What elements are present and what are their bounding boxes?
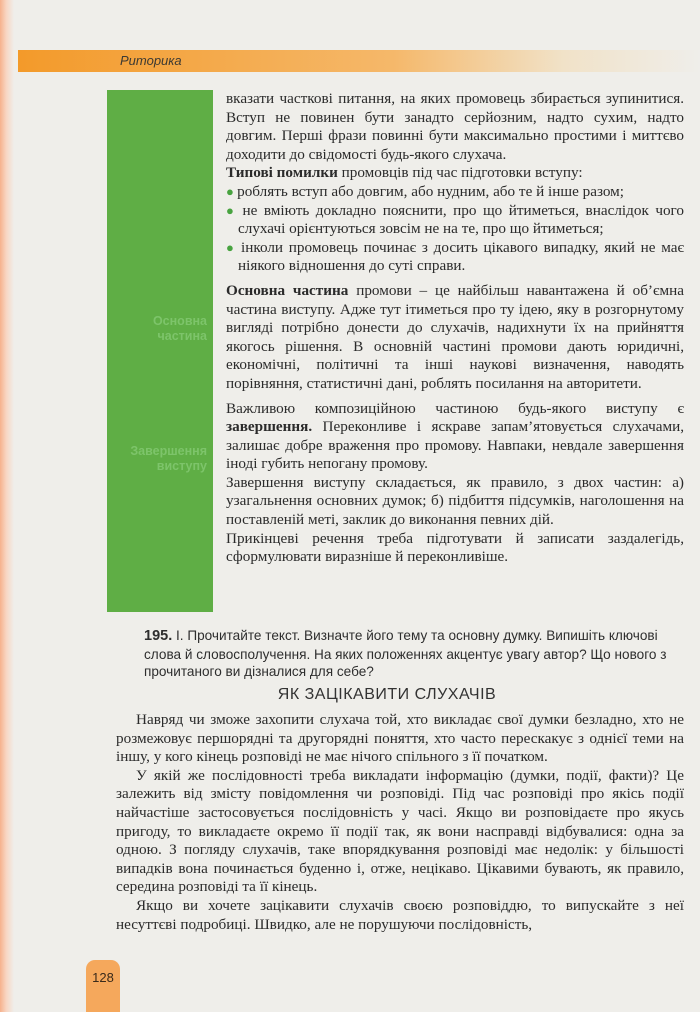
main-part-paragraph [226,282,684,394]
page-spine-shadow [0,0,14,1012]
main-part-text: промови – це найбільш навантажена й об’ємна частина виступу. Адже тут ітиметься про ту ідею, яку в розгорнутому вигляді потрібно донести до слухачів, надихнути їх на прийняття якогось рішення. В основній частині промови дають юридичні, економічні, політичні та інші наукові визначення, наводять порівняння, статистичні дані, роблять посилання на авторитети. [226,281,684,392]
error-item [226,202,684,239]
margin-label-line: Завершення [130,444,207,458]
reading-text [116,711,684,934]
ending-paragraph-3: Прикінцеві речення треба підготувати й записати заздалегідь, сформулювати виразніше й переконливіше. [226,529,684,566]
errors-rest: промовців під час підготовки вступу: [337,164,583,182]
exercise-text: І. Прочитайте текст. Визначте його тему та основну думку. Випишіть ключові слова й словосполучення. На яких положеннях акцентує увагу автор? Що нового з прочитаного ви дізналися для себе? [144,628,667,680]
error-item-text: не вміють докладно пояснити, про що йтиметься, внаслідок чого слухачі орієнтуються зовсім не на те, про що йтиметься; [238,201,685,238]
margin-label-main-part [107,314,207,344]
ending-text: Переконливе і яскраве запам’ятовується слухачами, залишає добре враження про промову. Навпаки, невдале завершення іноді губить непогану промову. [226,418,684,473]
ending-text: Важливою композиційною частиною будь-якого виступу є [226,399,684,417]
header-title: Риторика [120,53,182,68]
error-item-text: інколи промовець починає з досить цікавого випадку, який не має ніякого відношення до суті справи. [238,238,684,275]
page-number-tab [86,960,120,1012]
exercise-task [144,627,684,681]
reading-paragraph: У якій же послідовності треба викладати інформацію (думки, події, факти)? Це залежить від змісту повідомлення чи розповіді. Під час розповіді про якісь події найчастіше застосовується послідовність у часі. Якщо ви розповідаєте про якусь пригоду, то викладаєте окремо її події так, як вони насправді відбувалися: одна за одною. З погляду слухачів, таке впорядкування розповіді має недолік: у більшості випадків вона починається буденно і, отже, нецікаво. Цікавими бувають, як правило, середина розповіді та її кінець. [116,766,684,896]
reading-title: ЯК ЗАЦІКАВИТИ СЛУХАЧІВ [277,686,497,703]
reading-paragraph: Якщо ви хочете зацікавити слухачів своєю розповіддю, то випускайте з неї несуттєві подробиці. Швидко, але не порушуючи послідовність, [116,896,684,933]
main-part-lead: Основна частина [226,281,349,299]
exercise-number: 195. [144,628,173,644]
main-text-column [226,90,684,567]
errors-heading [226,164,684,183]
margin-label-line: виступу [156,459,207,473]
ending-paragraph-2: Завершення виступу складається, як правило, з двох частин: а) узагальнення основних думок; б) підбиття підсумків, наголошення на поставленій меті, заклик до виконання певних дій. [226,473,684,529]
error-item [226,239,684,276]
margin-label-ending [107,444,207,474]
reading-paragraph: Навряд чи зможе захопити слухача той, хто викладає свої думки безладно, хто не розмежовує першорядні та другорядні поняття, хто часто перескакує з однієї теми на іншу, у кого кінець розповіді не має нічого спільного з її початком. [116,711,684,766]
margin-label-line: частина [157,329,207,343]
bullet-icon: ● [226,202,243,218]
ending-paragraph-1 [226,400,684,474]
ending-bold: завершення. [226,418,313,436]
margin-green-bar [107,90,213,612]
error-item-text: роблять вступ або довгим, або нудним, або те й інше разом; [237,182,624,200]
errors-lead: Типові помилки [226,164,338,182]
bullet-icon: ● [226,183,238,199]
margin-label-line: Основна [152,314,207,328]
error-item [226,183,684,202]
page-number: 128 [92,970,114,985]
intro-paragraph: вказати часткові питання, на яких промовець збирається зупинитися. Вступ не повинен бути занадто серйозним, надто сухим, надто довгим. Перші фрази повинні бути максимально простими і миттєво доходити до свідомості будь-якого слухача. [226,90,684,163]
bullet-icon: ● [226,239,241,255]
